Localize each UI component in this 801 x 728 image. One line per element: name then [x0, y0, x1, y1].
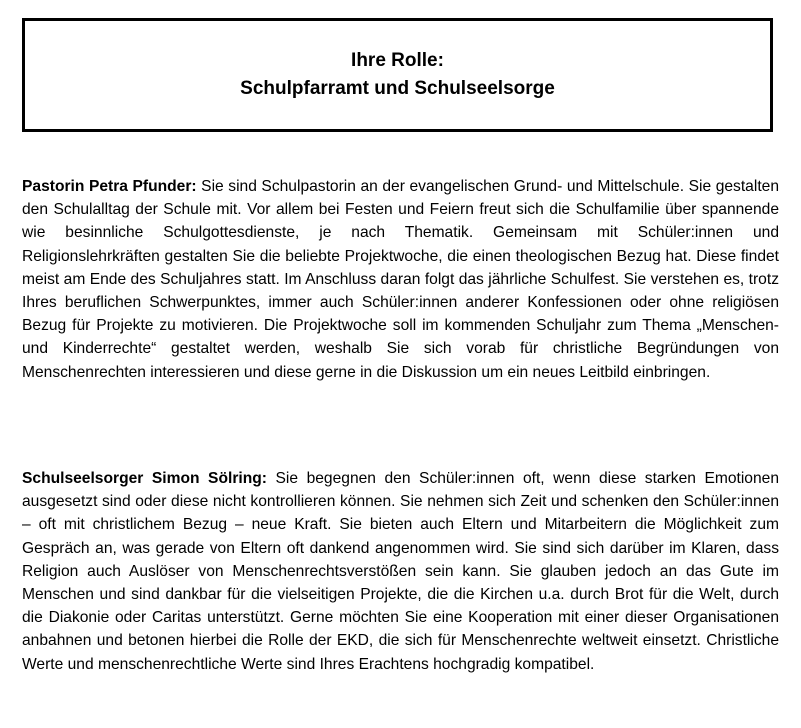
title-box — [22, 18, 773, 132]
role-text-pastorin: Sie sind Schulpastorin an der evangelischen Grund- und Mittelschule. Sie gestalten den Schulalltag der Schule mit. Vor allem bei Festen und Feiern freut sich die Schulfamilie über spannende wie besinnliche Schulgottesdienste, je nach Thematik. Gemeinsam mit Schüler:innen und Religionslehrkräften gestalten Sie die beliebte Projektwoche, die einen theologischen Bezug hat. Diese findet meist am Ende des Schuljahres statt. Im Anschluss daran folgt das jährliche Schulfest. Sie verstehen es, trotz Ihres beruflichen Schwerpunktes, immer auch Schüler:innen anderer Konfessionen oder ohne religiösen Bezug für Projekte zu motivieren. Die Projektwoche soll im kommenden Schuljahr zum Thema „Menschen- und Kinderrechte“ gestaltet werden, weshalb Sie sich vorab für christliche Begründungen von Menschenrechten interessieren und diese gerne in die Diskussion um ein neues Leitbild einbringen. — [22, 178, 779, 381]
title-role-label: Ihre Rolle: — [351, 50, 444, 71]
role-name-seelsorger: Schulseelsorger Simon Sölring: — [22, 470, 267, 487]
role-description-pastorin — [22, 175, 779, 384]
role-name-pastorin: Pastorin Petra Pfunder: — [22, 178, 197, 195]
role-description-seelsorger — [22, 467, 779, 676]
role-text-seelsorger: Sie begegnen den Schüler:innen oft, wenn diese starken Emotionen ausgesetzt sind oder diese nicht kontrollieren können. Sie nehmen sich Zeit und schenken den Schüler:innen – oft mit christlichem Bezug – neue Kraft. Sie bieten auch Eltern und Mitarbeitern die Möglichkeit zum Gespräch an, was gerade von Eltern oft dankend angenommen wird. Sie sind sich darüber im Klaren, dass Religion auch Auslöser von Menschenrechtsverstößen sein kann. Sie glauben jedoch an das Gute im Menschen und sind dankbar für die vielseitigen Projekte, die die Kirchen u.a. durch Brot für die Welt, durch die Diakonie oder Caritas unterstützt. Gerne möchten Sie eine Kooperation mit einer dieser Organisationen anbahnen und betonen hierbei die Rolle der EKD, die sich für Menschenrechte weltweit einsetzt. Christliche Werte und menschenrechtliche Werte sind Ihres Erachtens hochgradig kompatibel. — [22, 470, 779, 673]
title-role-name: Schulpfarramt und Schulseelsorge — [240, 78, 555, 99]
